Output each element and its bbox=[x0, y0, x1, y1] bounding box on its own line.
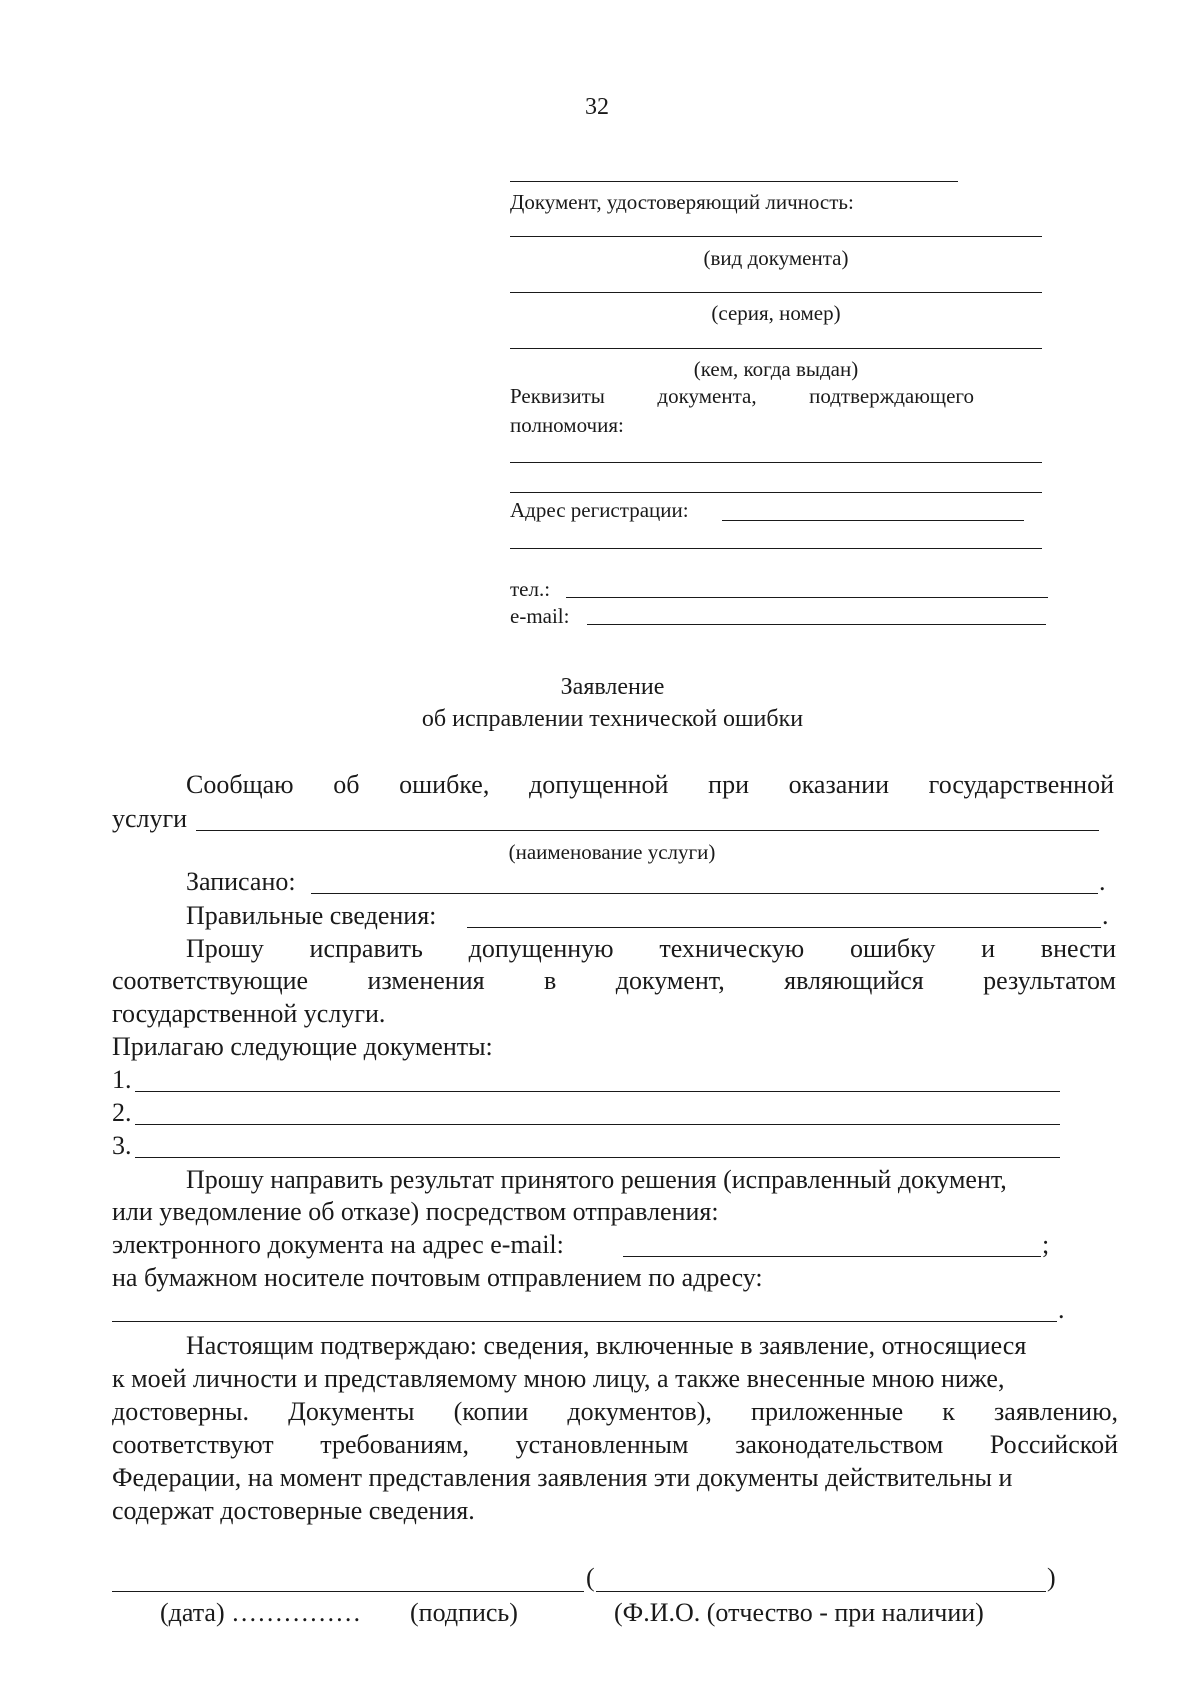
attachment-line-2[interactable] bbox=[135, 1124, 1060, 1125]
correct-label: Правильные сведения: bbox=[186, 901, 437, 930]
name-close-paren: ) bbox=[1047, 1563, 1056, 1592]
applicant-name-line[interactable] bbox=[510, 181, 958, 182]
service-name-caption: (наименование услуги) bbox=[508, 840, 716, 864]
series-number-caption: (серия, номер) bbox=[711, 301, 841, 325]
authority-line-1[interactable] bbox=[510, 462, 1042, 463]
request-text-1: Прошу исправить допущенную техническую ошибку и внести bbox=[186, 934, 1116, 963]
email-line[interactable] bbox=[587, 624, 1046, 625]
issued-by-line[interactable] bbox=[510, 348, 1042, 349]
attachments-label: Прилагаю следующие документы: bbox=[112, 1032, 493, 1061]
recorded-end: . bbox=[1099, 867, 1106, 896]
phone-label: тел.: bbox=[510, 577, 551, 601]
recorded-line[interactable] bbox=[311, 893, 1098, 894]
delivery-email-label: электронного документа на адрес e-mail: bbox=[112, 1230, 564, 1259]
email-label: e-mail: bbox=[510, 604, 570, 628]
confirm-text-3: достоверны. Документы (копии документов), приложенные к заявлению, bbox=[112, 1397, 1118, 1426]
authority-doc-label: Реквизиты документа, подтверждающего bbox=[510, 384, 974, 408]
statement-title: Заявление bbox=[560, 674, 665, 700]
attachment-number-3: 3. bbox=[112, 1131, 132, 1160]
delivery-text-2: или уведомление об отказе) посредством отправления: bbox=[112, 1197, 719, 1226]
delivery-post-end: . bbox=[1058, 1295, 1065, 1324]
phone-line[interactable] bbox=[566, 597, 1048, 598]
delivery-address-line[interactable] bbox=[112, 1321, 1057, 1322]
authority-doc-label-2: полномочия: bbox=[510, 413, 624, 437]
request-text-2: соответствующие изменения в документ, являющийся результатом bbox=[112, 966, 1116, 995]
address-label: Адрес регистрации: bbox=[510, 498, 689, 522]
delivery-email-end: ; bbox=[1042, 1230, 1050, 1259]
full-name-line[interactable] bbox=[596, 1591, 1046, 1592]
confirm-text-6: содержат достоверные сведения. bbox=[112, 1496, 475, 1525]
authority-line-2[interactable] bbox=[510, 492, 1042, 493]
correct-end: . bbox=[1102, 901, 1109, 930]
doc-type-line[interactable] bbox=[510, 236, 1042, 237]
confirm-text-5: Федерации, на момент представления заявления эти документы действительны и bbox=[112, 1463, 1013, 1492]
address-line-2[interactable] bbox=[510, 548, 1042, 549]
delivery-post-label: на бумажном носителе почтовым отправлением по адресу: bbox=[112, 1263, 763, 1292]
date-signature-line[interactable] bbox=[112, 1591, 584, 1592]
address-line-1[interactable] bbox=[722, 520, 1024, 521]
name-open-paren: ( bbox=[586, 1563, 595, 1592]
signature-caption: (подпись) bbox=[410, 1598, 518, 1627]
page-number: 32 bbox=[585, 94, 609, 120]
full-name-caption: (Ф.И.О. (отчество - при наличии) bbox=[614, 1598, 984, 1627]
series-number-line[interactable] bbox=[510, 292, 1042, 293]
attachment-line-1[interactable] bbox=[135, 1091, 1060, 1092]
correct-line[interactable] bbox=[467, 927, 1101, 928]
confirm-text-4: соответствуют требованиям, установленным законодательством Российской bbox=[112, 1430, 1118, 1459]
delivery-text-1: Прошу направить результат принятого решения (исправленный документ, bbox=[186, 1165, 1007, 1194]
doc-type-caption: (вид документа) bbox=[703, 246, 849, 270]
service-name-line[interactable] bbox=[196, 830, 1099, 831]
date-caption: (дата) …………… bbox=[160, 1598, 362, 1627]
delivery-email-line[interactable] bbox=[623, 1256, 1041, 1257]
attachment-line-3[interactable] bbox=[135, 1157, 1060, 1158]
attachment-number-2: 2. bbox=[112, 1098, 132, 1127]
confirm-text-2: к моей личности и представляемому мною лицу, а также внесенные мною ниже, bbox=[112, 1364, 1005, 1393]
statement-subtitle: об исправлении технической ошибки bbox=[421, 706, 804, 732]
id-document-label: Документ, удостоверяющий личность: bbox=[510, 190, 854, 214]
service-label: услуги bbox=[112, 804, 188, 833]
attachment-number-1: 1. bbox=[112, 1065, 132, 1094]
issued-by-caption: (кем, когда выдан) bbox=[693, 357, 859, 381]
request-text-3: государственной услуги. bbox=[112, 999, 386, 1028]
confirm-text-1: Настоящим подтверждаю: сведения, включенные в заявление, относящиеся bbox=[186, 1331, 1027, 1360]
recorded-label: Записано: bbox=[186, 867, 296, 896]
report-text: Сообщаю об ошибке, допущенной при оказании государственной bbox=[186, 770, 1114, 799]
